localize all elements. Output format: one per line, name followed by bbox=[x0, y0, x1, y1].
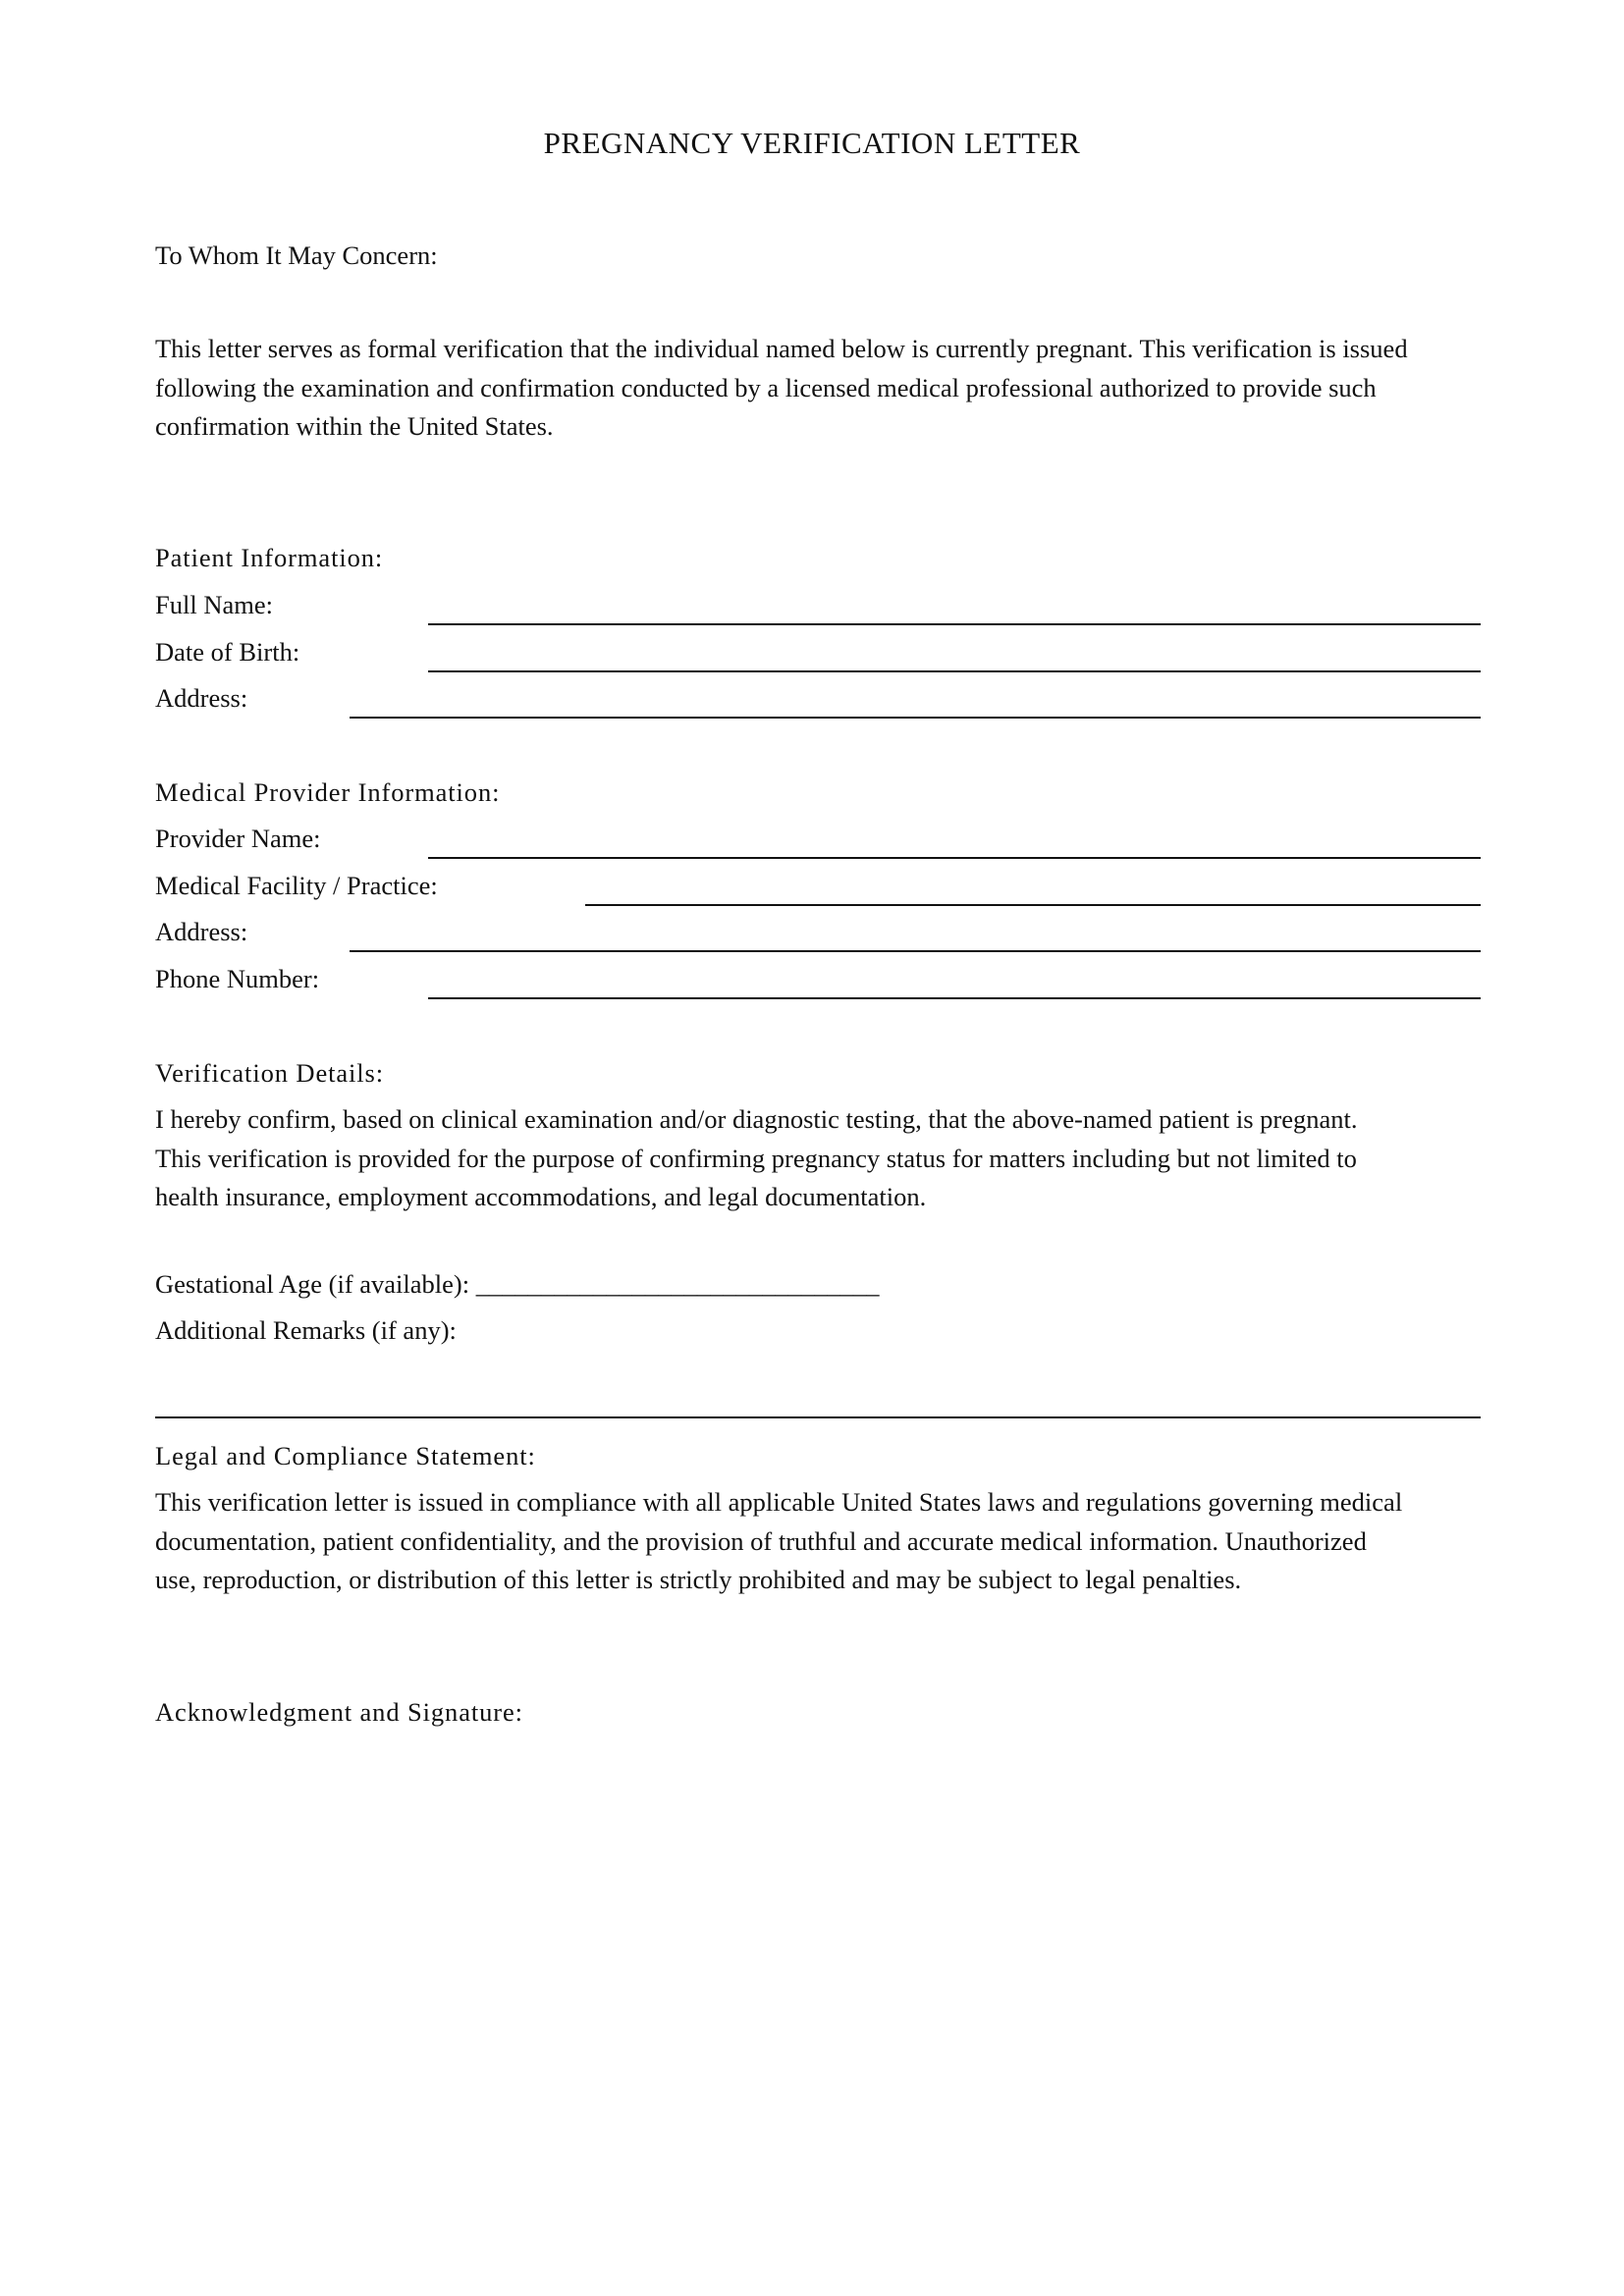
provider-address-field bbox=[155, 913, 1481, 952]
intro-paragraph bbox=[155, 330, 1481, 447]
provider-info-heading: Medical Provider Information: bbox=[155, 777, 501, 807]
facility-input-line[interactable] bbox=[585, 904, 1481, 906]
phone-input-line[interactable] bbox=[428, 997, 1481, 999]
verification-paragraph bbox=[155, 1100, 1481, 1217]
verification-heading: Verification Details: bbox=[155, 1058, 385, 1088]
full-name-input-line[interactable] bbox=[428, 623, 1481, 625]
gestational-age-field[interactable]: Gestational Age (if available): _______________________________ bbox=[155, 1269, 880, 1299]
verification-line: This verification is provided for the purpose of confirming pregnancy status for matters including but not limited to bbox=[155, 1143, 1357, 1173]
intro-line: confirmation within the United States. bbox=[155, 411, 554, 441]
provider-address-label: Address: bbox=[155, 917, 248, 946]
full-name-label: Full Name: bbox=[155, 590, 273, 619]
legal-line: use, reproduction, or distribution of this letter is strictly prohibited and may be subject to legal penalties. bbox=[155, 1565, 1242, 1594]
provider-address-input-line[interactable] bbox=[350, 950, 1481, 952]
legal-line: documentation, patient confidentiality, and the provision of truthful and accurate medical information. Unauthorized bbox=[155, 1525, 1367, 1556]
provider-name-input-line[interactable] bbox=[428, 857, 1481, 859]
verification-line: health insurance, employment accommodations, and legal documentation. bbox=[155, 1182, 927, 1211]
patient-dob-field bbox=[155, 633, 1481, 672]
legal-line: This verification letter is issued in compliance with all applicable United States laws and regulations governing medical bbox=[155, 1487, 1403, 1517]
additional-remarks-label: Additional Remarks (if any): bbox=[155, 1315, 457, 1345]
intro-line: This letter serves as formal verification that the individual named below is currently pregnant. This verification is issued bbox=[155, 334, 1408, 363]
patient-info-heading: Patient Information: bbox=[155, 543, 384, 572]
verification-line: I hereby confirm, based on clinical examination and/or diagnostic testing, that the above-named patient is pregnant. bbox=[155, 1104, 1358, 1134]
facility-field bbox=[155, 867, 1481, 906]
intro-line: following the examination and confirmation conducted by a licensed medical professional authorized to provide such bbox=[155, 372, 1377, 402]
legal-heading: Legal and Compliance Statement: bbox=[155, 1441, 536, 1470]
facility-label: Medical Facility / Practice: bbox=[155, 871, 438, 900]
dob-input-line[interactable] bbox=[428, 670, 1481, 672]
dob-label: Date of Birth: bbox=[155, 637, 300, 667]
provider-name-field bbox=[155, 820, 1481, 859]
patient-address-field bbox=[155, 679, 1481, 719]
patient-address-label: Address: bbox=[155, 683, 248, 713]
patient-address-input-line[interactable] bbox=[350, 717, 1481, 719]
phone-label: Phone Number: bbox=[155, 964, 320, 993]
document-title: PREGNANCY VERIFICATION LETTER bbox=[543, 126, 1081, 160]
patient-full-name-field bbox=[155, 586, 1481, 625]
phone-field bbox=[155, 960, 1481, 999]
signature-heading: Acknowledgment and Signature: bbox=[155, 1697, 523, 1727]
remarks-input-line[interactable] bbox=[155, 1416, 1481, 1418]
legal-paragraph bbox=[155, 1483, 1481, 1600]
salutation: To Whom It May Concern: bbox=[155, 240, 438, 270]
provider-name-label: Provider Name: bbox=[155, 824, 321, 853]
